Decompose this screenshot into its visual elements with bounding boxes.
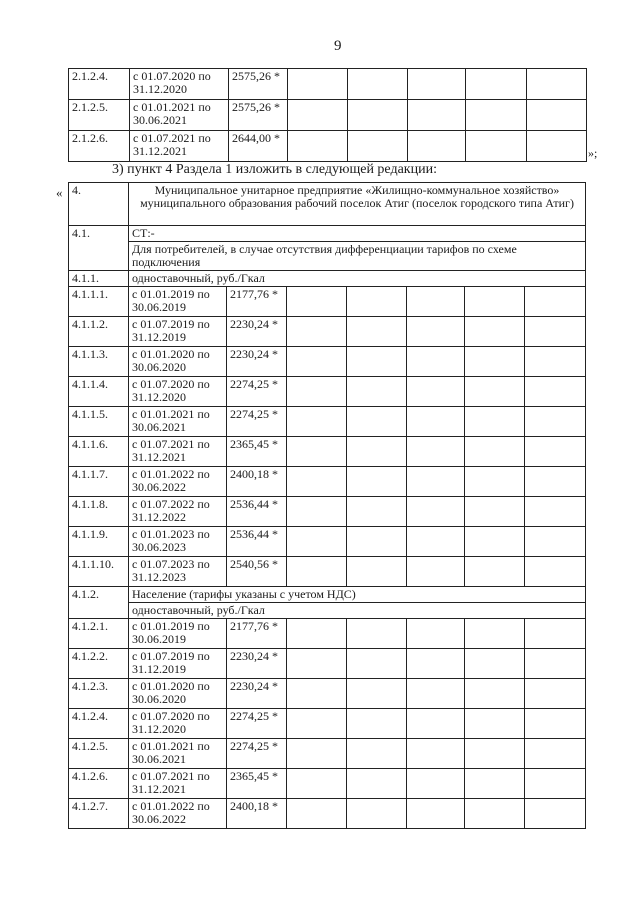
sec41-label: СТ:- [129, 226, 586, 242]
table-row [69, 799, 586, 829]
period-start: с 01.01.2022 по [132, 467, 210, 481]
empty-cell [465, 317, 525, 347]
table-row [69, 347, 586, 377]
empty-cell [348, 100, 408, 131]
row-value: 2274,25 * [227, 739, 287, 769]
table-row [69, 407, 586, 437]
sec41-row [69, 226, 586, 242]
period-end: 31.12.2022 [132, 510, 186, 524]
empty-cell [407, 557, 465, 587]
sec412-num: 4.1.2. [69, 587, 129, 619]
row-period [129, 287, 227, 317]
row-num: 4.1.1.7. [69, 467, 129, 497]
empty-cell [407, 467, 465, 497]
empty-cell [347, 407, 407, 437]
table-row [69, 437, 586, 467]
table-row [69, 131, 587, 162]
table-row [69, 679, 586, 709]
row-num: 4.1.2.6. [69, 769, 129, 799]
row-value: 2365,45 * [227, 769, 287, 799]
empty-cell [407, 317, 465, 347]
period-end: 31.12.2019 [132, 662, 186, 676]
empty-cell [465, 467, 525, 497]
empty-cell [287, 557, 347, 587]
row-value: 2575,26 * [229, 100, 288, 131]
empty-cell [465, 287, 525, 317]
empty-cell [288, 131, 348, 162]
sec412-label: Население (тарифы указаны с учетом НДС) [129, 587, 586, 603]
empty-cell [465, 799, 525, 829]
empty-cell [287, 799, 347, 829]
row-value: 2644,00 * [229, 131, 288, 162]
period-end: 30.06.2019 [132, 300, 186, 314]
empty-cell [465, 709, 525, 739]
empty-cell [408, 69, 466, 100]
empty-cell [347, 347, 407, 377]
table-row [69, 769, 586, 799]
empty-cell [287, 679, 347, 709]
empty-cell [466, 131, 527, 162]
row-period [129, 437, 227, 467]
period-end: 30.06.2019 [132, 632, 186, 646]
org-num: 4. [69, 183, 129, 226]
row-value: 2274,25 * [227, 377, 287, 407]
row-period [129, 619, 227, 649]
empty-cell [347, 467, 407, 497]
table-row [69, 287, 586, 317]
period-start: с 01.07.2019 по [132, 317, 210, 331]
empty-cell [347, 679, 407, 709]
empty-cell [347, 709, 407, 739]
org-row [69, 183, 586, 226]
row-value: 2230,24 * [227, 347, 287, 377]
empty-cell [407, 377, 465, 407]
empty-cell [465, 619, 525, 649]
row-period [129, 497, 227, 527]
period-end: 31.12.2019 [132, 330, 186, 344]
sec411-label: одноставочный, руб./Гкал [129, 271, 586, 287]
org-name: Муниципальное унитарное предприятие «Жилищно-коммунальное хозяйство» муниципального образования рабочий поселок Атиг (поселок городского типа Атиг) [129, 183, 586, 226]
period-end: 31.12.2020 [133, 82, 187, 96]
period-start: с 01.01.2023 по [132, 527, 210, 541]
row-num: 4.1.1.2. [69, 317, 129, 347]
period-start: с 01.01.2022 по [132, 799, 210, 813]
empty-cell [465, 377, 525, 407]
period-end: 30.06.2021 [132, 420, 186, 434]
row-period [129, 739, 227, 769]
sec411-row [69, 271, 586, 287]
sec41-num: 4.1. [69, 226, 129, 271]
row-period [129, 527, 227, 557]
row-value: 2274,25 * [227, 407, 287, 437]
empty-cell [347, 739, 407, 769]
period-end: 31.12.2020 [132, 722, 186, 736]
table-row [69, 317, 586, 347]
empty-cell [525, 739, 586, 769]
empty-cell [465, 497, 525, 527]
row-period [129, 799, 227, 829]
table-row [69, 377, 586, 407]
row-value: 2230,24 * [227, 679, 287, 709]
empty-cell [288, 69, 348, 100]
empty-cell [407, 527, 465, 557]
section-heading: 3) пункт 4 Раздела 1 изложить в следующей редакции: [112, 162, 437, 177]
period-end: 30.06.2020 [132, 692, 186, 706]
row-num: 4.1.1.1. [69, 287, 129, 317]
empty-cell [525, 799, 586, 829]
period-end: 30.06.2020 [132, 360, 186, 374]
row-num: 4.1.1.8. [69, 497, 129, 527]
row-num: 4.1.1.9. [69, 527, 129, 557]
row-period [129, 679, 227, 709]
empty-cell [465, 769, 525, 799]
empty-cell [465, 679, 525, 709]
empty-cell [347, 649, 407, 679]
table-row [69, 557, 586, 587]
table-row [69, 709, 586, 739]
period-start: с 01.07.2021 по [133, 131, 211, 145]
row-period [129, 467, 227, 497]
period-end: 31.12.2021 [132, 782, 186, 796]
sec412-row [69, 587, 586, 603]
row-value: 2230,24 * [227, 649, 287, 679]
empty-cell [407, 407, 465, 437]
period-start: с 01.07.2019 по [132, 649, 210, 663]
empty-cell [527, 100, 587, 131]
empty-cell [525, 769, 586, 799]
empty-cell [525, 287, 586, 317]
empty-cell [287, 739, 347, 769]
row-value: 2230,24 * [227, 317, 287, 347]
row-period [129, 407, 227, 437]
table-row [69, 649, 586, 679]
period-end: 30.06.2022 [132, 812, 186, 826]
row-period [129, 377, 227, 407]
period-end: 31.12.2020 [132, 390, 186, 404]
row-num: 2.1.2.4. [69, 69, 130, 100]
empty-cell [465, 739, 525, 769]
empty-cell [465, 527, 525, 557]
empty-cell [287, 709, 347, 739]
row-value: 2365,45 * [227, 437, 287, 467]
main-table [68, 182, 586, 829]
period-end: 30.06.2021 [132, 752, 186, 766]
row-period [129, 649, 227, 679]
sec412-sub-row [69, 603, 586, 619]
empty-cell [287, 437, 347, 467]
empty-cell [527, 69, 587, 100]
empty-cell [407, 619, 465, 649]
empty-cell [525, 527, 586, 557]
table-row [69, 739, 586, 769]
table-row [69, 69, 587, 100]
period-start: с 01.01.2020 по [132, 347, 210, 361]
row-period [129, 317, 227, 347]
empty-cell [525, 317, 586, 347]
row-period [129, 709, 227, 739]
empty-cell [347, 769, 407, 799]
empty-cell [465, 649, 525, 679]
empty-cell [287, 407, 347, 437]
empty-cell [408, 131, 466, 162]
table-row [69, 527, 586, 557]
empty-cell [347, 497, 407, 527]
empty-cell [407, 649, 465, 679]
period-end: 31.12.2021 [133, 144, 187, 158]
period-start: с 01.07.2020 по [133, 69, 211, 83]
row-value: 2575,26 * [229, 69, 288, 100]
empty-cell [407, 739, 465, 769]
empty-cell [525, 407, 586, 437]
row-value: 2177,76 * [227, 619, 287, 649]
empty-cell [525, 347, 586, 377]
row-num: 4.1.2.5. [69, 739, 129, 769]
row-value: 2274,25 * [227, 709, 287, 739]
row-num: 4.1.1.6. [69, 437, 129, 467]
row-num: 4.1.2.3. [69, 679, 129, 709]
period-start: с 01.07.2022 по [132, 497, 210, 511]
row-num: 2.1.2.5. [69, 100, 130, 131]
row-value: 2400,18 * [227, 467, 287, 497]
empty-cell [347, 799, 407, 829]
empty-cell [407, 799, 465, 829]
row-value: 2400,18 * [227, 799, 287, 829]
empty-cell [408, 100, 466, 131]
empty-cell [287, 527, 347, 557]
empty-cell [465, 347, 525, 377]
empty-cell [465, 437, 525, 467]
period-start: с 01.01.2020 по [132, 679, 210, 693]
empty-cell [407, 287, 465, 317]
period-end: 30.06.2021 [133, 113, 187, 127]
empty-cell [348, 131, 408, 162]
sec412-sub: одноставочный, руб./Гкал [129, 603, 586, 619]
sec411-num: 4.1.1. [69, 271, 129, 287]
empty-cell [347, 557, 407, 587]
empty-cell [287, 769, 347, 799]
open-quote: « [56, 185, 63, 200]
empty-cell [527, 131, 587, 162]
row-num: 2.1.2.6. [69, 131, 130, 162]
period-start: с 01.01.2021 по [132, 739, 210, 753]
row-num: 4.1.1.10. [69, 557, 129, 587]
empty-cell [347, 377, 407, 407]
sec41-desc-row [69, 242, 586, 271]
empty-cell [407, 497, 465, 527]
period-start: с 01.01.2019 по [132, 619, 210, 633]
empty-cell [525, 557, 586, 587]
empty-cell [347, 317, 407, 347]
empty-cell [407, 769, 465, 799]
row-value: 2540,56 * [227, 557, 287, 587]
empty-cell [287, 317, 347, 347]
table-row [69, 619, 586, 649]
row-num: 4.1.1.5. [69, 407, 129, 437]
row-num: 4.1.2.7. [69, 799, 129, 829]
empty-cell [525, 679, 586, 709]
empty-cell [407, 437, 465, 467]
empty-cell [348, 69, 408, 100]
row-period [130, 100, 229, 131]
empty-cell [287, 649, 347, 679]
period-start: с 01.07.2023 по [132, 557, 210, 571]
period-start: с 01.01.2019 по [132, 287, 210, 301]
row-period [130, 69, 229, 100]
empty-cell [347, 437, 407, 467]
empty-cell [347, 527, 407, 557]
period-start: с 01.07.2021 по [132, 769, 210, 783]
page-number: 9 [334, 38, 342, 54]
empty-cell [287, 619, 347, 649]
empty-cell [465, 407, 525, 437]
empty-cell [525, 619, 586, 649]
empty-cell [287, 497, 347, 527]
period-start: с 01.07.2020 по [132, 709, 210, 723]
period-start: с 01.01.2021 по [132, 407, 210, 421]
empty-cell [407, 347, 465, 377]
empty-cell [407, 709, 465, 739]
row-num: 4.1.2.2. [69, 649, 129, 679]
row-num: 4.1.1.4. [69, 377, 129, 407]
empty-cell [287, 377, 347, 407]
row-num: 4.1.2.1. [69, 619, 129, 649]
row-period [129, 557, 227, 587]
sec41-desc: Для потребителей, в случае отсутствия дифференциации тарифов по схеме подключения [129, 242, 586, 271]
period-start: с 01.07.2020 по [132, 377, 210, 391]
empty-cell [466, 69, 527, 100]
row-num: 4.1.2.4. [69, 709, 129, 739]
empty-cell [466, 100, 527, 131]
empty-cell [525, 467, 586, 497]
empty-cell [347, 619, 407, 649]
row-num: 4.1.1.3. [69, 347, 129, 377]
row-period [129, 769, 227, 799]
empty-cell [525, 497, 586, 527]
empty-cell [347, 287, 407, 317]
empty-cell [525, 709, 586, 739]
empty-cell [287, 347, 347, 377]
period-end: 30.06.2022 [132, 480, 186, 494]
empty-cell [287, 467, 347, 497]
table-row [69, 467, 586, 497]
row-period [130, 131, 229, 162]
empty-cell [465, 557, 525, 587]
empty-cell [525, 377, 586, 407]
top-table [68, 68, 587, 162]
empty-cell [288, 100, 348, 131]
row-period [129, 347, 227, 377]
period-end: 31.12.2023 [132, 570, 186, 584]
empty-cell [287, 287, 347, 317]
empty-cell [525, 437, 586, 467]
row-value: 2536,44 * [227, 527, 287, 557]
row-value: 2177,76 * [227, 287, 287, 317]
period-end: 30.06.2023 [132, 540, 186, 554]
table-row [69, 497, 586, 527]
table-row [69, 100, 587, 131]
empty-cell [407, 679, 465, 709]
empty-cell [525, 649, 586, 679]
period-start: с 01.07.2021 по [132, 437, 210, 451]
period-start: с 01.01.2021 по [133, 100, 211, 114]
period-end: 31.12.2021 [132, 450, 186, 464]
row-value: 2536,44 * [227, 497, 287, 527]
close-quote: »; [588, 146, 598, 160]
